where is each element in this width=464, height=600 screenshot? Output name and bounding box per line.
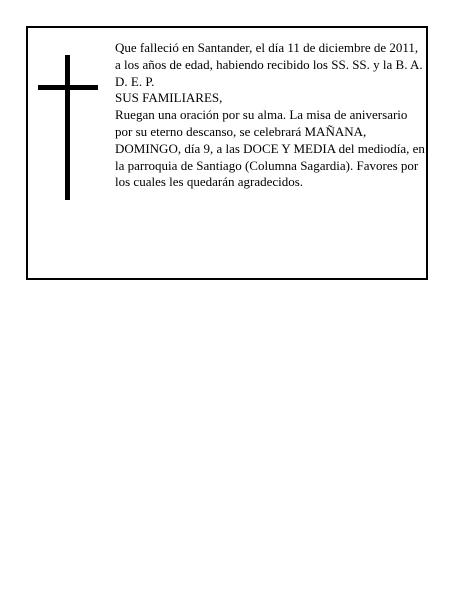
- notice-dep-line: D. E. P.: [115, 73, 155, 89]
- notice-body: [115, 40, 425, 191]
- cross-horizontal-bar: [38, 85, 98, 90]
- notice-family-line: SUS FAMILIARES,: [115, 90, 223, 106]
- cross-vertical-bar: [65, 55, 70, 200]
- obituary-notice: [26, 26, 428, 280]
- notice-intro-paragraph: Que falleció en Santander, el día 11 de diciembre de 2011, a los años de edad, habiendo recibido los SS. SS. y la B. A.: [115, 40, 423, 72]
- cross-icon: [38, 55, 98, 200]
- notice-mass-paragraph: Ruegan una oración por su alma. La misa de aniversario por su eterno descanso, se celebrará MAÑANA, DOMINGO, día 9, a las DOCE Y MEDIA del mediodía, en la parroquia de Santiago (Columna Sagardia). Favores por los cuales les quedarán agradecidos.: [115, 107, 425, 190]
